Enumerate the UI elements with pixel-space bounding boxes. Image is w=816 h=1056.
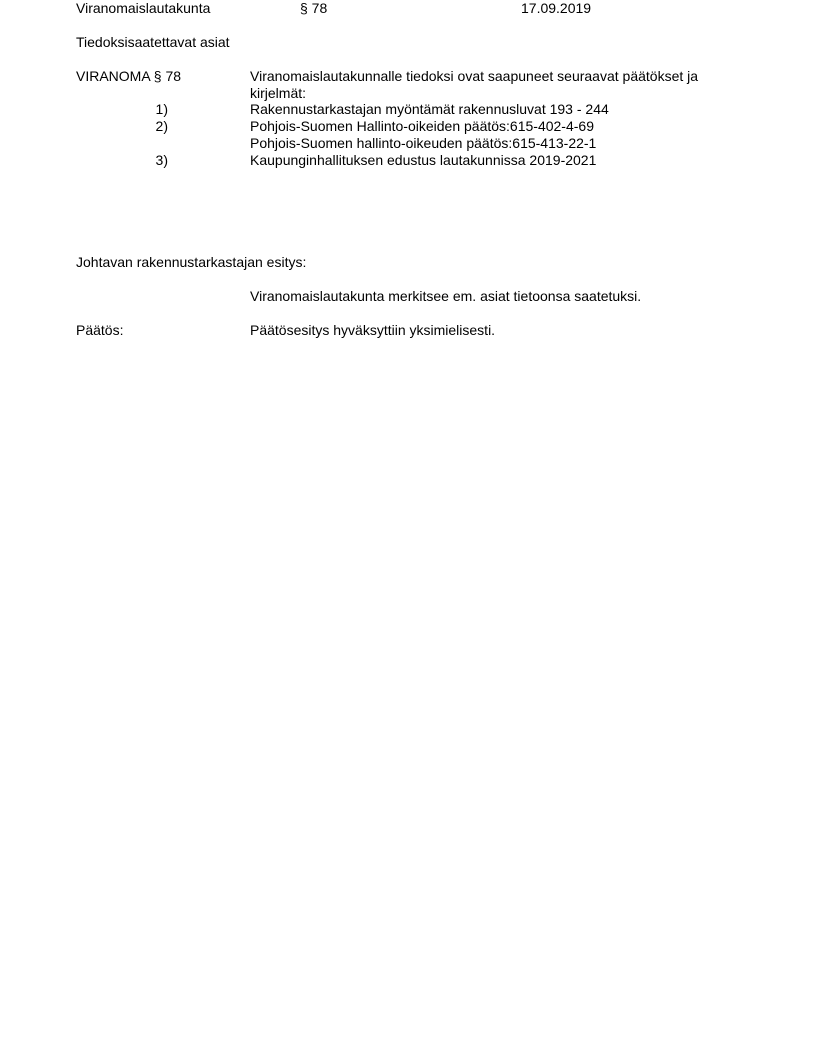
header-section: § 78 bbox=[300, 0, 328, 16]
decision-label: Päätös: bbox=[76, 322, 124, 338]
item-text: Rakennustarkastajan myöntämät rakennusluvat 193 - 244 bbox=[250, 101, 609, 117]
proposal-label: Johtavan rakennustarkastajan esitys: bbox=[76, 254, 307, 270]
document-subject: Tiedoksisaatettavat asiat bbox=[76, 34, 230, 50]
header-organization: Viranomaislautakunta bbox=[76, 0, 211, 16]
item-number: 1) bbox=[155, 101, 168, 117]
proposal-text: Viranomaislautakunta merkitsee em. asiat tietoonsa saatetuksi. bbox=[250, 288, 642, 304]
item-number: 3) bbox=[155, 152, 168, 168]
section-label: VIRANOMA § 78 bbox=[76, 68, 182, 84]
decision-text: Päätösesitys hyväksyttiin yksimielisesti. bbox=[250, 322, 496, 338]
header-date: 17.09.2019 bbox=[521, 0, 592, 16]
item-text: Kaupunginhallituksen edustus lautakunnissa 2019-2021 bbox=[250, 152, 597, 168]
item-number: 2) bbox=[155, 118, 168, 134]
section-intro: Viranomaislautakunnalle tiedoksi ovat saapuneet seuraavat päätökset ja kirjelmät: bbox=[250, 68, 699, 101]
item-text: Pohjois-Suomen hallinto-oikeuden päätös:615-413-22-1 bbox=[250, 135, 597, 151]
item-text: Pohjois-Suomen Hallinto-oikeiden päätös:615-402-4-69 bbox=[250, 118, 594, 134]
